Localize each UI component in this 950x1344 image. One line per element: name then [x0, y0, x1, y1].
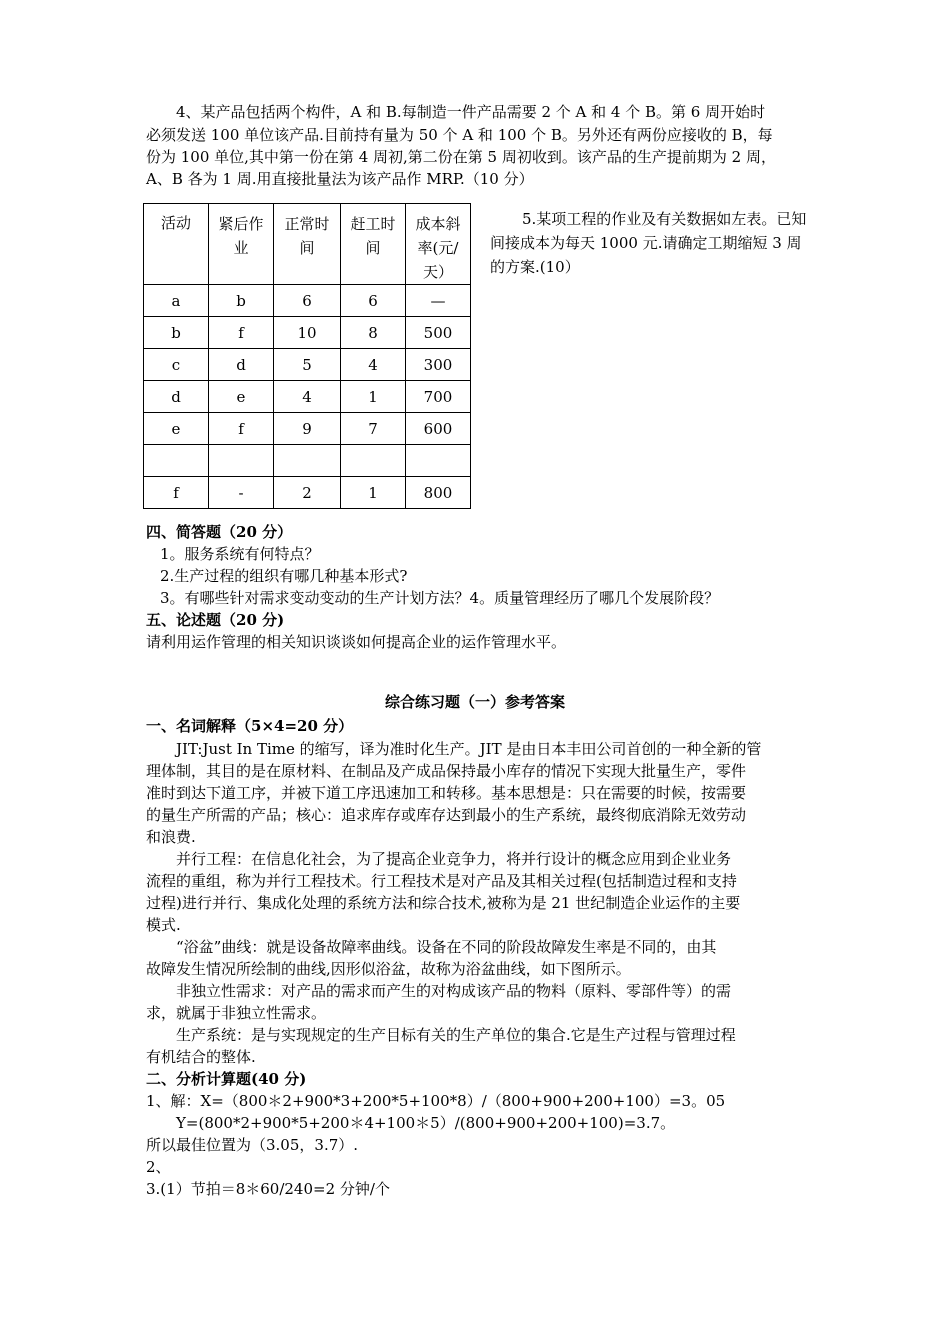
table-cell: 1	[341, 477, 406, 509]
table-cell	[341, 445, 406, 477]
table-cell	[144, 445, 209, 477]
concurrent-line: 并行工程：在信息化社会，为了提高企业竞争力，将并行设计的概念应用到企业业务	[176, 850, 732, 868]
section-4-item: 2.生产过程的组织有哪几种基本形式?	[160, 567, 408, 585]
table-cell: e	[209, 381, 274, 413]
table-cell: 2	[274, 477, 341, 509]
prodsys-line: 生产系统：是与实现规定的生产目标有关的生产单位的集合.它是生产过程与管理过程	[176, 1026, 736, 1044]
section-4-title: 四、简答题（20 分）	[146, 523, 293, 541]
table-header-cell: 正常时间	[274, 204, 341, 285]
dependent-line: 非独立性需求：对产品的需求而产生的对构成该产品的物料（原料、零部件等）的需	[176, 982, 732, 1000]
table-cell: a	[144, 285, 209, 317]
q4-line: A、B 各为 1 周.用直接批量法为该产品作 MRP.（10 分）	[146, 170, 534, 188]
table-cell: 1	[341, 381, 406, 413]
table-cell: 6	[274, 285, 341, 317]
table-cell: d	[144, 381, 209, 413]
table-cell: d	[209, 349, 274, 381]
section-4-item: 1。服务系统有何特点？	[160, 545, 320, 563]
table-cell	[209, 445, 274, 477]
table-cell: 500	[406, 317, 471, 349]
table-row	[144, 349, 471, 381]
table-row	[144, 381, 471, 413]
table-cell: 10	[274, 317, 341, 349]
table-cell: 300	[406, 349, 471, 381]
jit-line: 和浪费.	[146, 828, 196, 846]
table-header-cell: 赶工时间	[341, 204, 406, 285]
concurrent-line: 流程的重组，称为并行工程技术。行工程技术是对产品及其相关过程(包括制造过程和支持	[146, 872, 737, 890]
table-cell: e	[144, 413, 209, 445]
table-cell: f	[209, 317, 274, 349]
table-row	[144, 413, 471, 445]
table-cell: 7	[341, 413, 406, 445]
table-header-cell: 成本斜率(元/天）	[406, 204, 471, 285]
activity-table	[143, 203, 471, 509]
table-header-cell: 活动	[144, 204, 209, 285]
table-cell: 4	[341, 349, 406, 381]
jit-line: JIT:Just In Time 的缩写，译为准时化生产。JIT 是由日本丰田公司首创的一种全新的管	[176, 740, 762, 758]
table-cell: 9	[274, 413, 341, 445]
table-cell: b	[144, 317, 209, 349]
calc-line: 所以最佳位置为（3.05，3.7）.	[146, 1136, 359, 1154]
table-cell: 800	[406, 477, 471, 509]
dependent-line: 求，就属于非独立性需求。	[146, 1004, 327, 1022]
table-cell: f	[209, 413, 274, 445]
table-cell: 5	[274, 349, 341, 381]
answers-title: 综合练习题（一）参考答案	[384, 693, 565, 711]
section-4-item: 3。有哪些针对需求变动变动的生产计划方法？4。质量管理经历了哪几个发展阶段？	[160, 589, 720, 607]
part-2-title: 二、分析计算题(40 分)	[146, 1070, 307, 1088]
part-1-title: 一、名词解释（5×4=20 分）	[146, 717, 354, 735]
table-row	[144, 317, 471, 349]
table-cell: 4	[274, 381, 341, 413]
prodsys-line: 有机结合的整体.	[146, 1048, 256, 1066]
calc-line: Y=(800*2+900*5+200＊4+100＊5）/(800+900+200+100)=3.7。	[176, 1114, 676, 1132]
table-header-cell: 紧后作业	[209, 204, 274, 285]
table-row	[144, 445, 471, 477]
table-cell: -	[209, 477, 274, 509]
q4-line: 必须发送 100 单位该产品.目前持有量为 50 个 A 和 100 个 B。另外还有两份应接收的 B，每	[146, 126, 773, 144]
q4-line: 4、某产品包括两个构件，A 和 B.每制造一件产品需要 2 个 A 和 4 个 B。第 6 周开始时	[176, 103, 766, 121]
table-cell: —	[406, 285, 471, 317]
concurrent-line: 过程)进行并行、集成化处理的系统方法和综合技术,被称为是 21 世纪制造企业运作的主要	[146, 894, 741, 912]
jit-line: 准时到达下道工序，并被下道工序迅速加工和转移。基本思想是：只在需要的时候，按需要	[146, 784, 747, 802]
jit-line: 理体制，其目的是在原材料、在制品及产成品保持最小库存的情况下实现大批量生产，零件	[146, 762, 747, 780]
section-5-text: 请利用运作管理的相关知识谈谈如何提高企业的运作管理水平。	[146, 633, 567, 651]
bathtub-line: 故障发生情况所绘制的曲线,因形似浴盆，故称为浴盆曲线，如下图所示。	[146, 960, 631, 978]
table-cell: 6	[341, 285, 406, 317]
calc-line: 1、解：X=（800＊2+900*3+200*5+100*8）/（800+900+200+100）=3。05	[146, 1092, 726, 1110]
section-5-title: 五、论述题（20 分)	[146, 611, 285, 629]
bathtub-line: “浴盆”曲线：就是设备故障率曲线。设备在不同的阶段故障发生率是不同的，由其	[176, 938, 717, 956]
concurrent-line: 模式.	[146, 916, 181, 934]
calc-line: 2、	[146, 1158, 171, 1176]
question-5: 5.某项工程的作业及有关数据如左表。已知间接成本为每天 1000 元.请确定工期缩短 3 周的方案.(10）	[490, 210, 807, 276]
table-cell	[406, 445, 471, 477]
q4-line: 份为 100 单位,其中第一份在第 4 周初,第二份在第 5 周初收到。该产品的生产提前期为 2 周，	[146, 148, 776, 166]
table-cell: b	[209, 285, 274, 317]
table-cell: 600	[406, 413, 471, 445]
table-cell: 8	[341, 317, 406, 349]
table-cell: c	[144, 349, 209, 381]
table-row	[144, 477, 471, 509]
table-cell	[274, 445, 341, 477]
table-row	[144, 285, 471, 317]
calc-line: 3.(1）节拍＝8＊60/240=2 分钟/个	[146, 1180, 390, 1198]
table-cell: f	[144, 477, 209, 509]
jit-line: 的量生产所需的产品；核心：追求库存或库存达到最小的生产系统，最终彻底消除无效劳动	[146, 806, 747, 824]
table-cell: 700	[406, 381, 471, 413]
table-header-row	[144, 204, 471, 285]
